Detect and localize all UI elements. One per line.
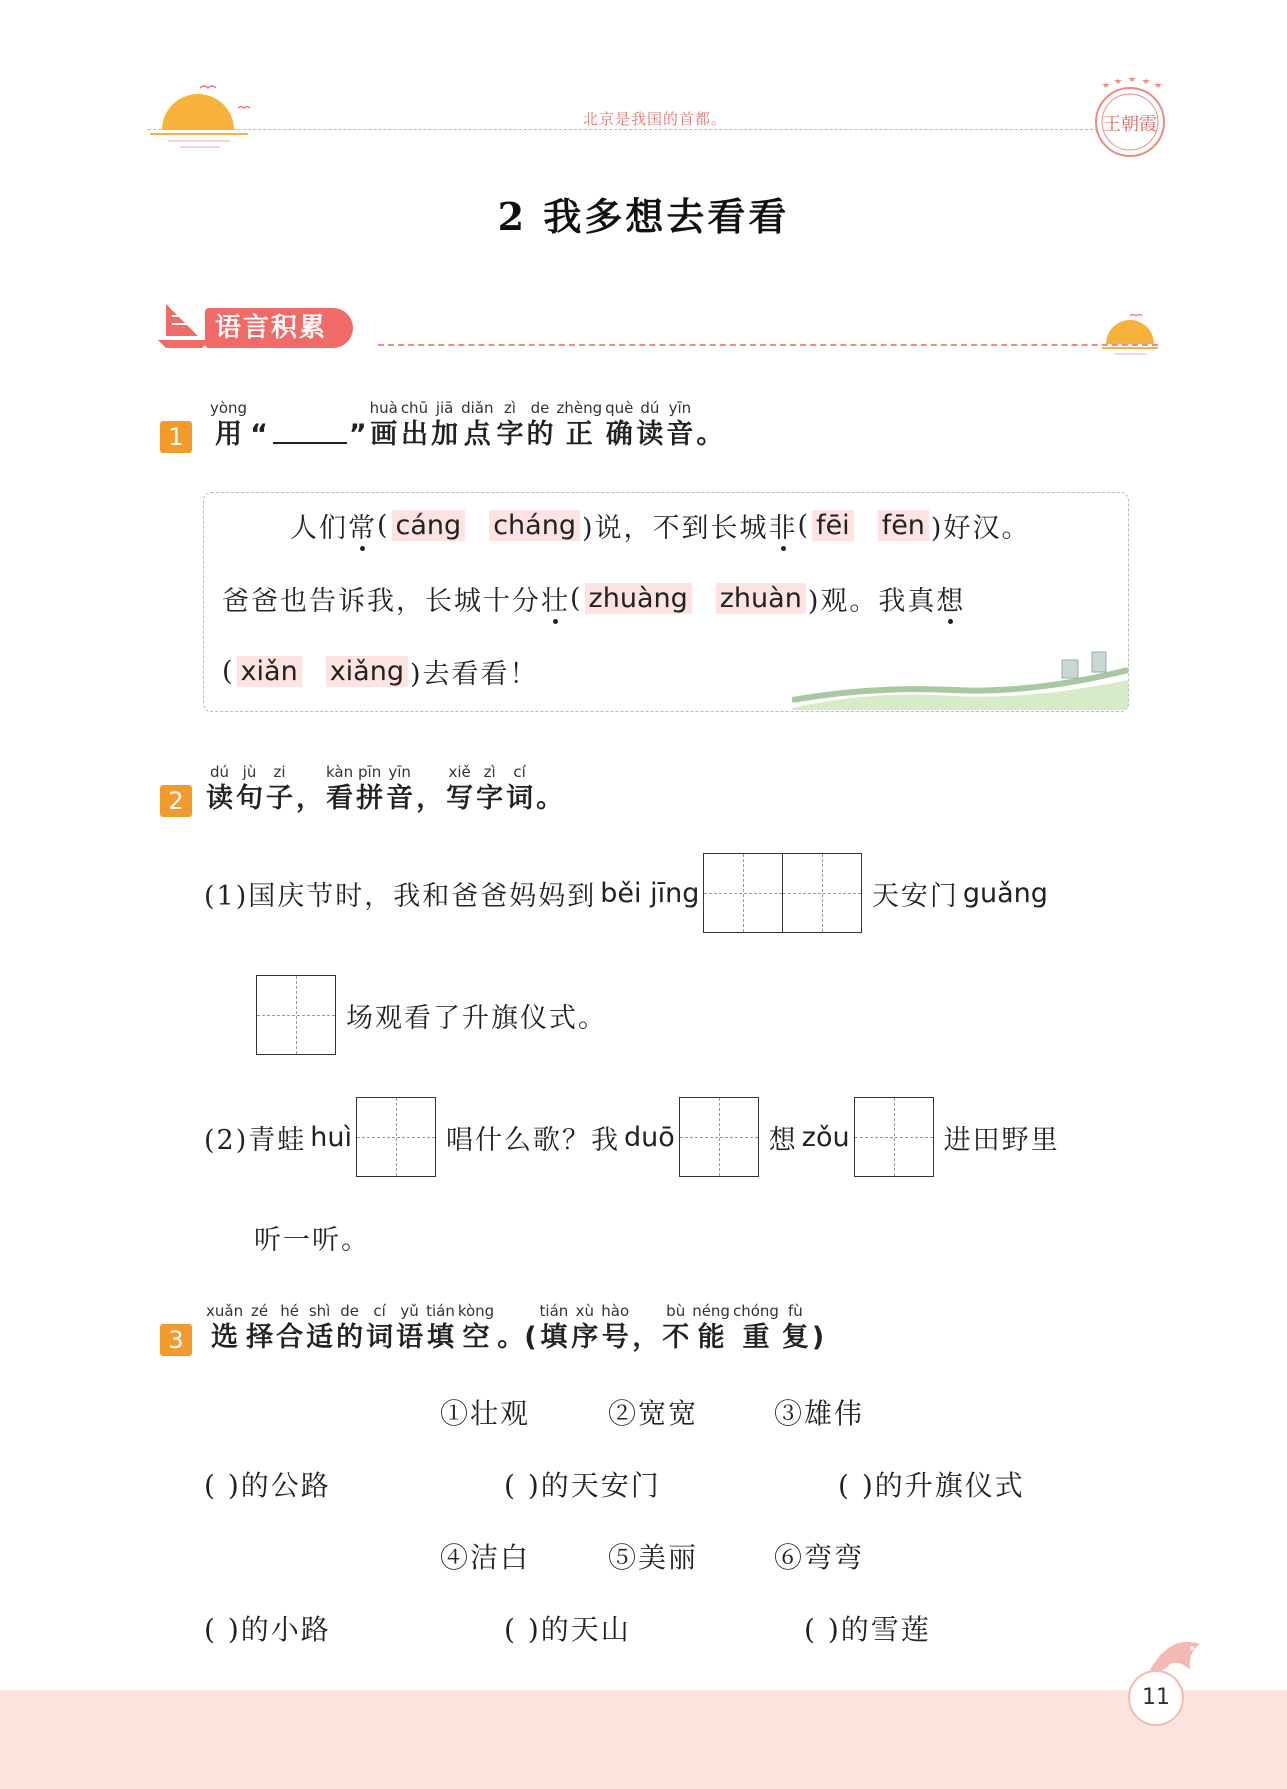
option-item: ⑥弯弯 [774,1541,865,1574]
ruby-char: de 的 [526,399,554,450]
fill-blank-item[interactable]: ( )的公路 [204,1469,331,1502]
ruby-char: 。 [536,783,564,814]
fill-blank-item[interactable]: ( )的小路 [204,1613,331,1646]
header-motto: 北京是我国的首都。 [582,110,727,128]
ruby-char: cí 词 [366,1302,394,1353]
question-2-instruction [206,762,566,816]
ruby-char: yǔ 语 [396,1302,424,1353]
pinyin-option[interactable]: fēn [878,510,929,541]
sun-small-icon [1100,310,1160,360]
pinyin-prompt: zǒu [801,1121,850,1153]
ruby-char: jù 句 [236,763,263,814]
pinyin-option[interactable]: xiǎng [326,656,408,687]
ruby-char: zhèng 正 [556,399,603,450]
page-number: 11 [1128,1670,1184,1726]
question-1-instruction [210,398,726,452]
fill-blank-item[interactable]: ( )的天山 [504,1613,631,1646]
ruby-char: dú 读 [206,763,233,814]
footer-band [0,1690,1287,1789]
ruby-char: tián 填 [539,1302,569,1353]
question-3-instruction [206,1301,827,1355]
pinyin-prompt: guǎng [962,877,1048,909]
pinyin-prompt: huì [310,1121,352,1153]
ruby-char: ) [811,1322,825,1353]
passage-line-2: 爸爸也告诉我，长城十分 壮 ( zhuàng zhuàn )观。我真 想 [222,579,965,618]
sentence-1: (1)国庆节时，我和爸爸妈妈到 běi jīng 天安门 guǎng [204,853,1052,933]
ruby-char: hé 合 [276,1302,304,1353]
sentence-2-cont: 听一听。 [254,1225,370,1256]
lesson-title: 2 我多想去看看 [497,194,790,239]
header-divider [148,129,1098,130]
ruby-char: hào 号 [601,1302,630,1353]
fill-blank-item[interactable]: ( )的天安门 [504,1469,661,1502]
pinyin-option[interactable]: cáng [392,510,466,541]
ruby-char: néng 能 [692,1302,730,1353]
passage-line-1: 人们 常 ( cáng cháng )说，不到长城 非 ( fēi fēn )好汉。 [290,506,1030,545]
ruby-char: ， [632,1322,660,1353]
ruby-char: tián 填 [426,1302,455,1353]
sentence-1-cont: 场观看了升旗仪式。 [256,975,607,1055]
ruby-char: diǎn 点 [461,399,494,450]
ruby-char: jiā 加 [431,399,459,450]
question-number-2: 2 [160,785,192,817]
ruby-char: ， [416,783,444,814]
fill-blank-item[interactable]: ( )的雪莲 [804,1613,931,1646]
ruby-char: xù 序 [571,1302,599,1353]
ruby-char: ， [296,783,323,814]
ruby-char: chū 出 [400,399,429,450]
seal-stamp-icon [1090,76,1170,162]
ruby-char: fù 复 [781,1302,809,1353]
ruby-char: ” [348,419,367,450]
ruby-char: zi 子 [266,763,293,814]
ruby-char: bù 不 [662,1302,690,1353]
ruby-char: què 确 [605,399,634,450]
ruby-char: huà 画 [369,399,398,450]
section-title: 语言积累 [205,308,353,348]
option-item: ⑤美丽 [608,1541,699,1574]
pinyin-option[interactable]: zhuàng [585,583,692,614]
option-item: ③雄伟 [774,1397,865,1430]
question-number-1: 1 [160,421,192,453]
passage-line-3: ( xiǎn xiǎng )去看看！ [222,656,539,690]
ruby-char: yòng 用 [210,399,248,450]
section-divider [378,344,1158,346]
writing-grid-box[interactable] [703,853,783,933]
ruby-char: kòng 空 [457,1302,495,1353]
great-wall-illustration [792,650,1128,710]
ruby-char: de 的 [336,1302,364,1353]
underline-mark [273,442,347,444]
writing-grid-box[interactable] [356,1097,436,1177]
ruby-char: xiě 写 [446,763,474,814]
writing-grid-box[interactable] [854,1097,934,1177]
pinyin-option[interactable]: fēi [812,510,854,541]
option-item: ①壮观 [440,1397,531,1430]
ruby-char: zì 字 [496,399,524,450]
ruby-char: 。 [696,419,724,450]
sun-logo-icon [150,78,260,150]
dotted-char: 壮 [541,579,570,618]
ruby-char: xuǎn 选 [206,1302,244,1353]
ruby-char: zì 字 [476,763,504,814]
pinyin-prompt: duō [623,1121,675,1153]
fill-blank-item[interactable]: ( )的升旗仪式 [838,1469,1025,1502]
writing-grid-box[interactable] [782,853,862,933]
option-item: ②宽宽 [608,1397,699,1430]
question-number-3: 3 [160,1324,192,1356]
ruby-char: yīn 音 [666,399,694,450]
ruby-char: kàn 看 [326,763,354,814]
ruby-char: 。( [497,1322,537,1353]
pinyin-prompt: běi jīng [600,877,700,909]
ruby-char: chóng 重 [732,1302,779,1353]
ruby-char: pīn 拼 [356,763,384,814]
writing-grid-box[interactable] [256,975,336,1055]
ruby-char: “ [250,419,268,450]
ruby-char: zé 择 [246,1302,274,1353]
ruby-char: cí 词 [506,763,534,814]
pinyin-option[interactable]: xiǎn [237,656,302,687]
pinyin-option[interactable]: cháng [489,510,580,541]
writing-grid-box[interactable] [679,1097,759,1177]
ruby-char: dú 读 [636,399,664,450]
dotted-char: 非 [769,506,798,545]
option-item: ④洁白 [440,1541,531,1574]
ruby-char: yīn 音 [386,763,414,814]
dotted-char: 想 [936,579,965,618]
dotted-char: 常 [348,506,377,545]
svg-text:王朝霞: 王朝霞 [1103,114,1157,135]
sentence-2: (2)青蛙 huì 唱什么歌？我 duō 想 zǒu 进田野里 [204,1097,1060,1177]
pinyin-option[interactable]: zhuàn [716,583,806,614]
ruby-char: shì 适 [306,1302,334,1353]
